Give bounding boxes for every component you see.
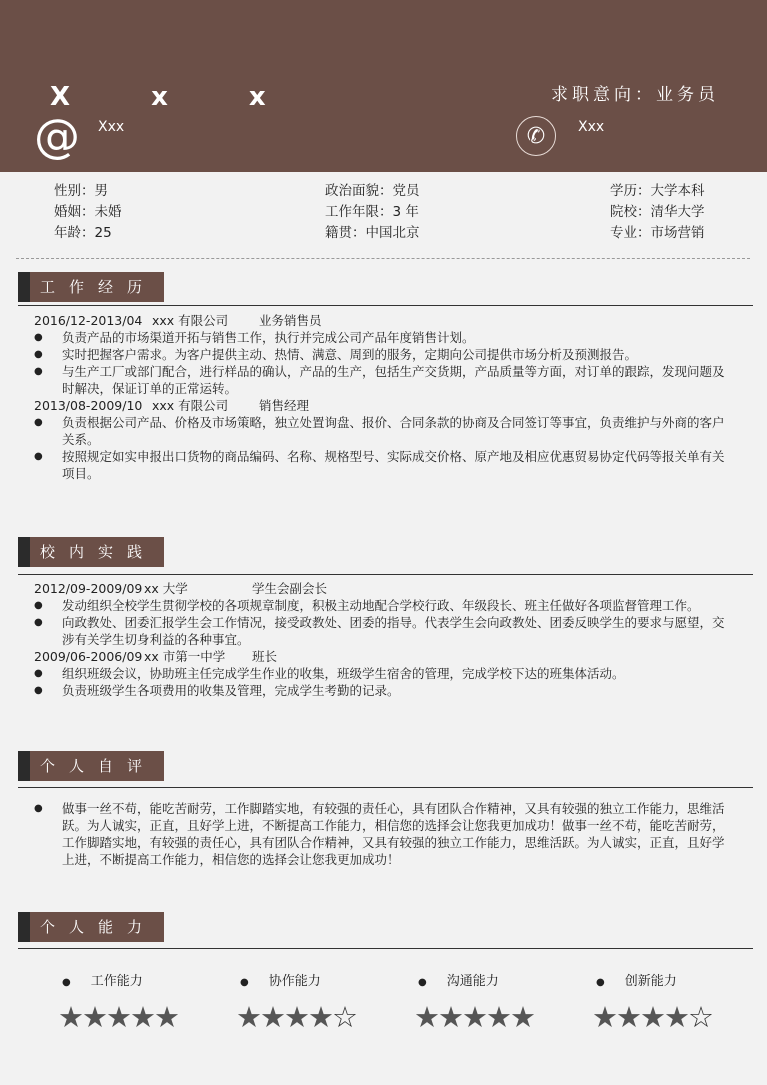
work-period: 2013/08-2009/10 — [34, 398, 143, 413]
star-filled-icon: ★ — [58, 1000, 82, 1034]
info-education: 学历：大学本科 — [610, 183, 705, 199]
star-filled-icon: ★ — [414, 1000, 438, 1034]
work-entry-header — [34, 312, 734, 329]
info-marital: 婚姻：未婚 — [54, 204, 122, 220]
skill-name: 创新能力 — [624, 974, 677, 989]
info-political: 政治面貌：党员 — [325, 183, 420, 199]
star-filled-icon: ★ — [154, 1000, 178, 1034]
list-item: ● 发动组织全校学生贯彻学校的各项规章制度，积极主动地配合学校行政、年级段长、班主任做好各项监督管理工作。 — [34, 597, 734, 614]
skill-rating — [58, 1000, 178, 1034]
email-value: Xxx — [98, 119, 125, 135]
candidate-name: X x x — [50, 82, 302, 112]
bullet-icon: ● — [62, 977, 71, 988]
star-filled-icon: ★ — [82, 1000, 106, 1034]
section-eval-rule — [18, 787, 753, 788]
star-filled-icon: ★ — [616, 1000, 640, 1034]
skill-name: 工作能力 — [90, 974, 143, 989]
section-ability-title: 个人能力 — [40, 918, 157, 936]
job-intent: 求职意向：业务员 — [551, 85, 719, 105]
star-filled-icon: ★ — [486, 1000, 510, 1034]
work-role: 业务销售员 — [259, 313, 322, 328]
work-org: xxx 有限公司 — [152, 398, 229, 413]
bullet-icon: ● — [596, 977, 605, 988]
info-hometown: 籍贯：中国北京 — [325, 225, 420, 241]
campus-entry — [34, 648, 734, 699]
work-list — [34, 312, 734, 482]
skill-rating — [592, 1000, 712, 1034]
header-banner — [0, 0, 767, 172]
campus-org: xx 市第一中学 — [144, 649, 226, 664]
star-filled-icon: ★ — [308, 1000, 332, 1034]
section-work-heading — [18, 272, 164, 302]
campus-entry-header — [34, 648, 734, 665]
list-item: ● 组织班级会议，协助班主任完成学生作业的收集，班级学生宿舍的管理，完成学校下达的班集体活动。 — [34, 665, 734, 682]
phone-value: Xxx — [578, 119, 605, 135]
skill-item — [414, 970, 534, 1034]
list-item: ● 实时把握客户需求。为客户提供主动、热情、满意、周到的服务，定期向公司提供市场分析及预测报告。 — [34, 346, 734, 363]
info-column-1 — [54, 181, 122, 244]
section-ability-heading — [18, 912, 164, 942]
star-filled-icon: ★ — [284, 1000, 308, 1034]
star-filled-icon: ★ — [592, 1000, 616, 1034]
list-item: ● 与生产工厂或部门配合，进行样品的确认，产品的生产，包括生产交货期，产品质量等方面，对订单的跟踪，发现问题及时解决，保证订单的正常运转。 — [34, 363, 734, 397]
section-ability-rule — [18, 948, 753, 949]
info-divider — [16, 258, 750, 259]
section-work-rule — [18, 305, 753, 306]
info-column-3 — [610, 181, 705, 244]
campus-period: 2009/06-2006/09 — [34, 649, 143, 664]
work-period: 2016/12-2013/04 — [34, 313, 143, 328]
star-empty-icon: ☆ — [332, 1000, 356, 1034]
star-filled-icon: ★ — [510, 1000, 534, 1034]
skill-name: 协作能力 — [268, 974, 321, 989]
list-item: ● 负责产品的市场渠道开拓与销售工作，执行并完成公司产品年度销售计划。 — [34, 329, 734, 346]
evaluation-block — [34, 800, 734, 868]
campus-period: 2012/09-2009/09 — [34, 581, 143, 596]
work-entry — [34, 397, 734, 482]
star-filled-icon: ★ — [106, 1000, 130, 1034]
list-item: ● 按照规定如实申报出口货物的商品编码、名称、规格型号、实际成交价格、原产地及相应优惠贸易协定代码等报关单有关项目。 — [34, 448, 734, 482]
evaluation-text: ● 做事一丝不苟，能吃苦耐劳，工作脚踏实地，有较强的责任心，具有团队合作精神，又具有较强的独立工作能力，思维活跃。为人诚实，正直，且好学上进，不断提高工作能力，相信您的选择会让您我更加成功！做事一丝不苟，能吃苦耐劳，工作脚踏实地，有较强的责任心，具有团队合作精神，又具有较强的独立工作能力，思维活跃。为人诚实，正直，且好学上进，不断提高工作能力，相信您的选择会让您我更加成功！ — [34, 800, 734, 868]
section-campus-title: 校内实践 — [40, 543, 157, 561]
section-campus-rule — [18, 574, 753, 575]
skill-rating — [236, 1000, 356, 1034]
skill-item — [592, 970, 712, 1034]
star-filled-icon: ★ — [664, 1000, 688, 1034]
star-filled-icon: ★ — [640, 1000, 664, 1034]
star-filled-icon: ★ — [130, 1000, 154, 1034]
work-entry-header — [34, 397, 734, 414]
list-item: ● 负责班级学生各项费用的收集及管理，完成学生考勤的记录。 — [34, 682, 734, 699]
work-org: xxx 有限公司 — [152, 313, 229, 328]
campus-entry-header — [34, 580, 734, 597]
info-gender: 性别：男 — [54, 183, 108, 199]
info-school: 院校：清华大学 — [610, 204, 705, 220]
star-filled-icon: ★ — [236, 1000, 260, 1034]
section-eval-title: 个人自评 — [40, 757, 157, 775]
campus-org: xx 大学 — [144, 581, 188, 596]
skill-name: 沟通能力 — [446, 974, 499, 989]
info-column-2 — [325, 181, 420, 244]
star-filled-icon: ★ — [462, 1000, 486, 1034]
info-age: 年龄：25 — [54, 225, 112, 241]
work-role: 销售经理 — [259, 398, 310, 413]
star-filled-icon: ★ — [260, 1000, 284, 1034]
campus-list — [34, 580, 734, 699]
campus-role: 班长 — [252, 649, 278, 664]
list-item: ● 负责根据公司产品、价格及市场策略，独立处置询盘、报价、合同条款的协商及合同签订等事宜，负责维护与外商的客户关系。 — [34, 414, 734, 448]
email-icon: @ — [34, 109, 80, 163]
star-filled-icon: ★ — [438, 1000, 462, 1034]
skill-rating — [414, 1000, 534, 1034]
campus-entry — [34, 580, 734, 648]
bullet-icon: ● — [418, 977, 427, 988]
section-work-title: 工作经历 — [40, 278, 157, 296]
info-years: 工作年限：3 年 — [325, 204, 419, 220]
skill-item — [236, 970, 356, 1034]
info-major: 专业：市场营销 — [610, 225, 705, 241]
star-empty-icon: ☆ — [688, 1000, 712, 1034]
skill-item — [58, 970, 178, 1034]
section-campus-heading — [18, 537, 164, 567]
list-item: ● 向政教处、团委汇报学生会工作情况，接受政教处、团委的指导。代表学生会向政教处、团委反映学生的要求与愿望，交涉有关学生切身利益的各种事宜。 — [34, 614, 734, 648]
bullet-icon: ● — [240, 977, 249, 988]
campus-role: 学生会副会长 — [252, 581, 328, 596]
section-eval-heading — [18, 751, 164, 781]
phone-icon: ✆ — [516, 116, 556, 156]
work-entry — [34, 312, 734, 397]
